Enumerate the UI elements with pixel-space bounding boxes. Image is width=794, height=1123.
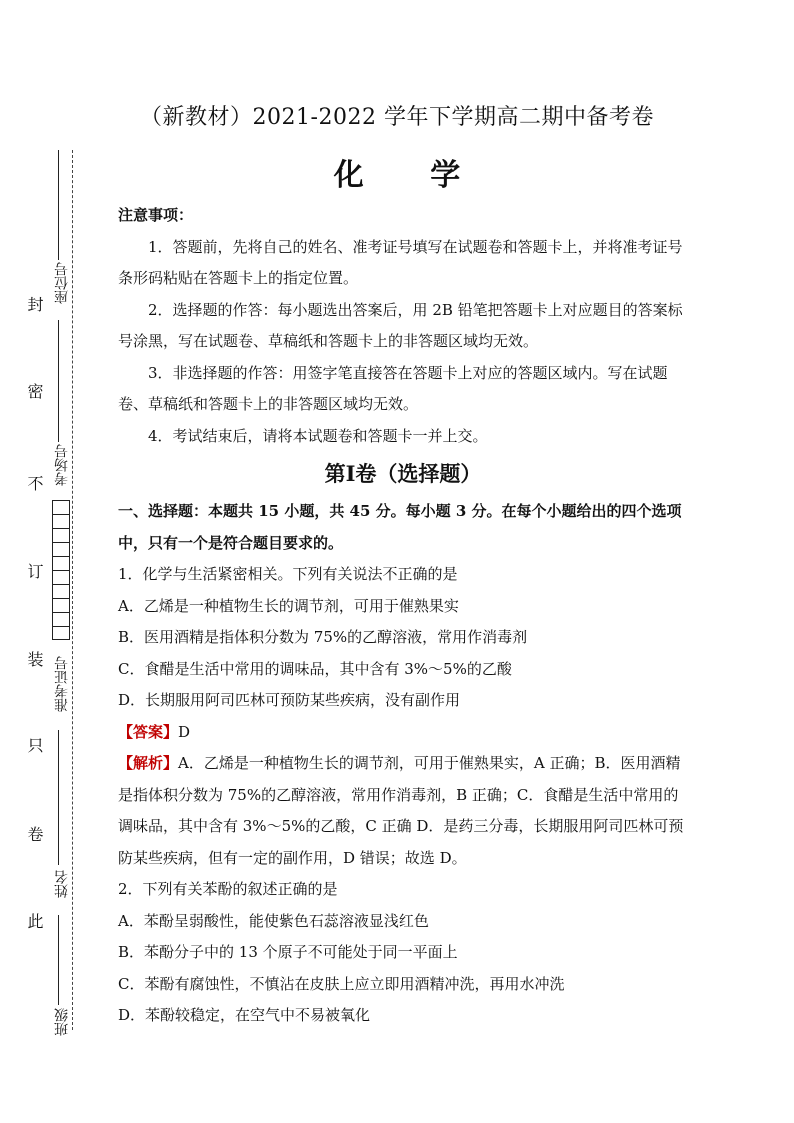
answer-value: D <box>178 722 191 741</box>
answer-line <box>118 717 688 749</box>
name-line <box>58 730 59 865</box>
exam-room-line <box>58 320 59 442</box>
seat-number-label: 座位号 <box>54 262 70 304</box>
question-option: B．苯酚分子中的 13 个原子不可能处于同一平面上 <box>118 943 458 961</box>
question-option: C．苯酚有腐蚀性，不慎沾在皮肤上应立即用酒精冲洗，再用水冲洗 <box>118 974 565 993</box>
binding-char: 卷 <box>25 826 44 842</box>
binding-char: 订 <box>25 563 44 579</box>
question-stem: 1．化学与生活紧密相关。下列有关说法不正确的是 <box>118 565 458 583</box>
ticket-number-label: 准考证号 <box>54 656 70 712</box>
question-option: C．食醋是生活中常用的调味品，其中含有 3%～5%的乙酸 <box>118 659 512 678</box>
binding-char: 封 <box>25 296 44 312</box>
binding-char: 装 <box>25 651 44 667</box>
analysis-text: A．乙烯是一种植物生长的调节剂，可用于催熟果实，A 正确；B．医用酒精是指体积分数为 75%的乙醇溶液，常用作消毒剂，B 正确；C．食醋是生活中常用的调味品，其中含有 3%～5%的乙酸，C 正确 D．是药三分毒，长期服用阿司匹林可预防某些疾病，但有一定的副作用，D 错误；故选 D。 <box>118 754 684 867</box>
question-stem: 2．下列有关苯酚的叙述正确的是 <box>118 880 338 898</box>
question-option: D．长期服用阿司匹林可预防某些疾病，没有副作用 <box>118 691 461 709</box>
name-label: 姓名 <box>54 870 70 898</box>
section-title: 第Ⅰ卷（选择题） <box>324 461 482 486</box>
ticket-number-boxes <box>52 500 70 640</box>
notice-item: 3．非选择题的作答：用签字笔直接答在答题卡上对应的答题区域内。写在试题卷、草稿纸和答题卡上的非答题区域均无效。 <box>118 363 668 413</box>
analysis-line <box>118 748 688 874</box>
answer-tag: 【答案】 <box>118 722 179 741</box>
notice-item: 1．答题前，先将自己的姓名、准考证号填写在试题卷和答题卡上，并将准考证号条形码粘贴在答题卡上的指定位置。 <box>118 237 683 287</box>
question-option: D．苯酚较稳定，在空气中不易被氧化 <box>118 1006 371 1024</box>
class-line <box>58 915 59 1005</box>
question-option: A．苯酚呈弱酸性，能使紫色石蕊溶液显浅红色 <box>118 911 429 930</box>
exam-title: （新教材）2021-2022 学年下学期高二期中备考卷 <box>140 105 654 130</box>
section-instruction: 一、选择题：本题共 15 小题，共 45 分。每小题 3 分。在每个小题给出的四个选项中，只有一个是符合题目要求的。 <box>118 502 682 552</box>
binding-char: 不 <box>25 475 44 491</box>
question-option: A．乙烯是一种植物生长的调节剂，可用于催熟果实 <box>118 596 459 615</box>
binding-char: 只 <box>25 737 44 753</box>
notice-item: 2．选择题的作答：每小题选出答案后，用 2B 铅笔把答题卡上对应题目的答案标号涂黑，写在试题卷、草稿纸和答题卡上的非答题区域均无效。 <box>118 300 683 350</box>
subject-title: 化 学 <box>333 158 489 193</box>
exam-content <box>118 200 688 1032</box>
binding-dashed-line <box>72 150 73 1030</box>
binding-char: 密 <box>25 383 44 399</box>
exam-room-label: 考场号 <box>54 444 70 486</box>
analysis-tag: 【解析】 <box>118 754 179 772</box>
binding-char: 此 <box>25 913 44 929</box>
notice-item: 4．考试结束后，请将本试题卷和答题卡一并上交。 <box>148 426 488 445</box>
notice-title: 注意事项： <box>118 206 194 224</box>
class-label: 班级 <box>54 1008 70 1036</box>
question-option: B．医用酒精是指体积分数为 75%的乙醇溶液，常用作消毒剂 <box>118 628 528 646</box>
